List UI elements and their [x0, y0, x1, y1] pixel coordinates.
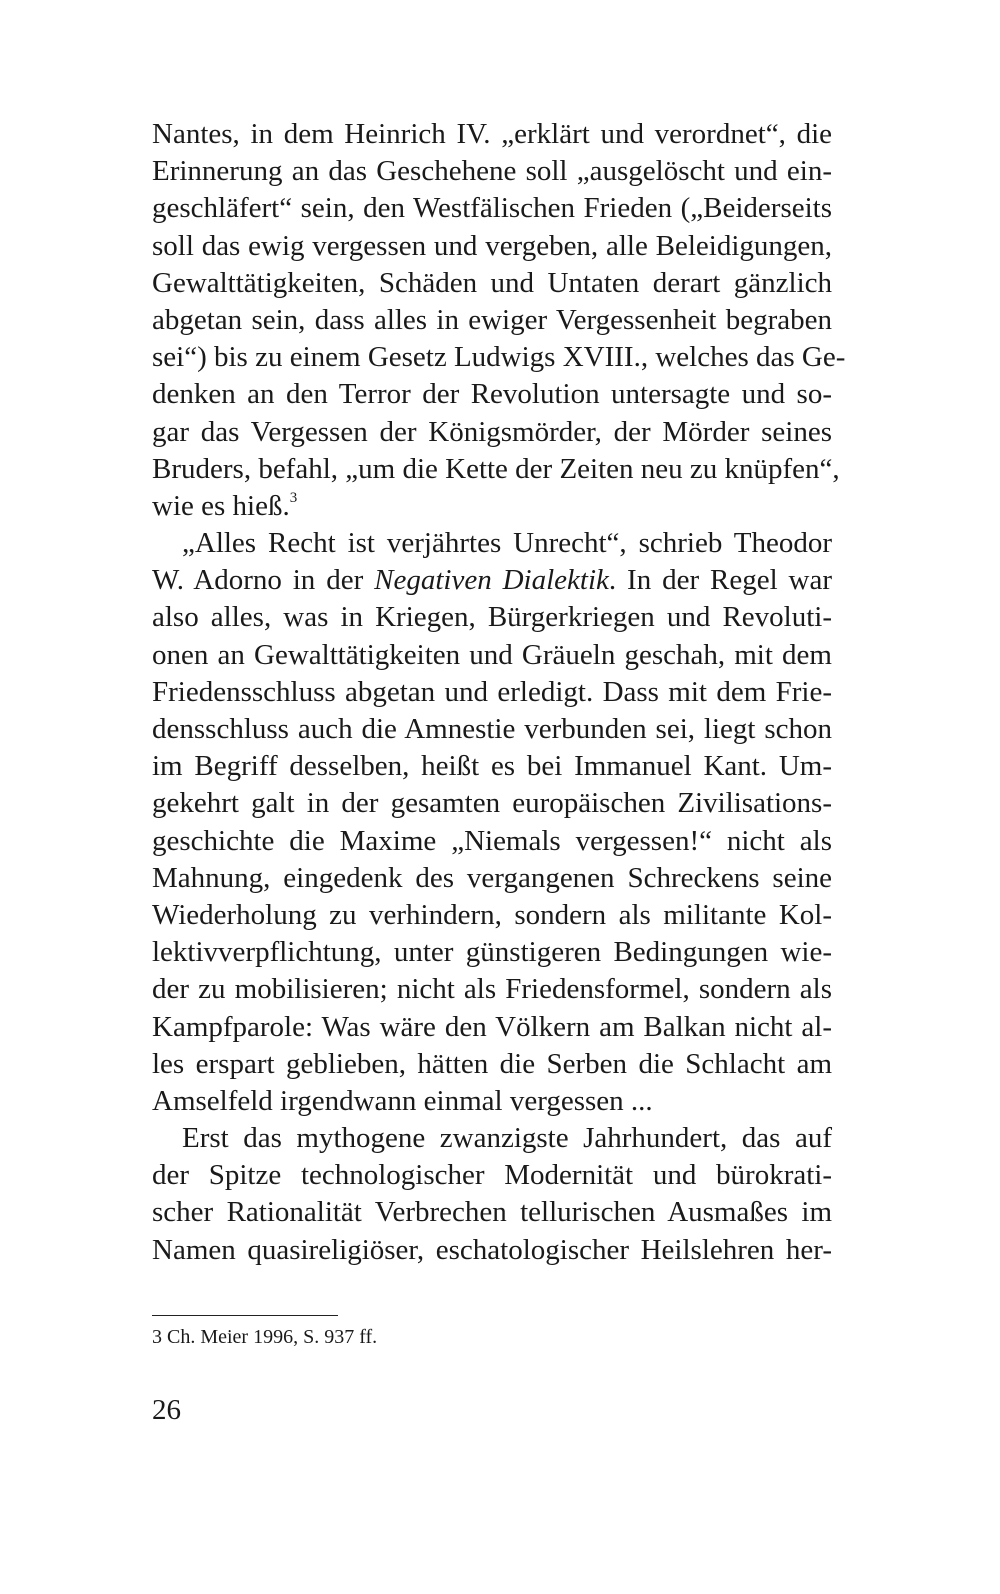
text-segment: der zu mobilisieren; nicht als Friedensformel, sondern als — [152, 973, 832, 1006]
text-line — [152, 525, 832, 562]
text-line — [152, 1083, 832, 1120]
text-segment: onen an Gewalttätigkeiten und Gräueln geschah, mit dem — [152, 638, 832, 671]
text-line — [152, 1232, 832, 1269]
text-segment: Erinnerung an das Geschehene soll „ausgelöscht und ein- — [152, 155, 832, 188]
text-segment: gar das Vergessen der Königsmörder, der Mörder seines — [152, 415, 832, 448]
text-segment: Friedensschluss abgetan und erledigt. Dass mit dem Frie- — [152, 675, 832, 708]
text-segment: densschluss auch die Amnestie verbunden sei, liegt schon — [152, 713, 832, 745]
text-line — [152, 1009, 832, 1046]
text-line — [152, 934, 832, 971]
text-segment: gekehrt galt in der gesamten europäischen Zivilisations- — [152, 787, 832, 820]
text-segment: Amselfeld irgendwann einmal vergessen ... — [152, 1084, 653, 1117]
text-line — [152, 1194, 832, 1231]
text-segment: wie es hieß. — [152, 489, 290, 522]
text-segment: Gewalttätigkeiten, Schäden und Untaten derart gänzlich — [152, 266, 832, 299]
text-segment: denken an den Terror der Revolution untersagte und so- — [152, 378, 832, 411]
footnote-reference[interactable]: 3 — [289, 489, 298, 506]
text-line — [152, 897, 832, 934]
page-number: 26 — [152, 1394, 181, 1426]
text-segment: Mahnung, eingedenk des vergangenen Schreckens seine — [152, 861, 832, 894]
text-segment: lektivverpflichtung, unter günstigeren Bedingungen wie- — [152, 936, 832, 969]
text-line — [152, 1157, 832, 1194]
text-line — [152, 599, 832, 636]
footnote-divider — [152, 1315, 338, 1316]
text-line — [152, 451, 840, 488]
text-line — [152, 116, 832, 153]
text-segment: soll das ewig vergessen und vergeben, alle Beleidigungen, — [152, 229, 832, 262]
text-segment: Wiederholung zu verhindern, sondern als militante Kol- — [152, 898, 832, 931]
text-segment: „Alles Recht ist verjährtes Unrecht“, schrieb Theodor — [182, 527, 832, 560]
text-segment: im Begriff desselben, heißt es bei Immanuel Kant. Um- — [152, 750, 832, 783]
text-line — [152, 265, 832, 302]
text-segment: geschläfert“ sein, den Westfälischen Frieden („Beiderseits — [152, 192, 832, 225]
text-line — [152, 228, 832, 265]
text-line — [152, 785, 832, 822]
text-line — [152, 748, 832, 785]
text-segment: Namen quasireligiöser, eschatologischer Heilslehren her- — [152, 1233, 832, 1266]
book-title-italic: Negativen Dialektik — [374, 564, 609, 597]
body-text — [152, 116, 846, 1269]
text-segment: Kampfparole: Was wäre den Völkern am Balkan nicht al- — [152, 1010, 832, 1043]
text-segment: Bruders, befahl, „um die Kette der Zeiten neu zu knüpfen“, — [152, 452, 840, 485]
text-segment: scher Rationalität Verbrechen tellurischen Ausmaßes im — [152, 1196, 832, 1229]
text-segment: sei“) bis zu einem Gesetz Ludwigs XVIII., welches das Ge- — [152, 341, 846, 374]
text-line — [152, 1120, 832, 1157]
text-line — [152, 637, 832, 674]
text-segment: W. Adorno in der — [152, 564, 375, 597]
text-line — [152, 711, 832, 748]
text-segment: . In der Regel war — [608, 564, 833, 597]
text-line — [152, 153, 832, 190]
text-line — [152, 971, 832, 1008]
footnote: 3 Ch. Meier 1996, S. 937 ff. — [152, 1326, 378, 1348]
text-line — [152, 339, 846, 376]
text-line — [152, 1046, 832, 1083]
text-segment: also alles, was in Kriegen, Bürgerkriegen und Revoluti- — [152, 601, 832, 634]
text-segment: der Spitze technologischer Modernität und bürokrati- — [152, 1159, 832, 1192]
text-segment: Nantes, in dem Heinrich IV. „erklärt und verordnet“, die — [152, 118, 832, 150]
text-line — [152, 488, 832, 525]
text-segment: abgetan sein, dass alles in ewiger Vergessenheit begraben — [152, 303, 832, 336]
text-line — [152, 376, 832, 413]
text-line — [152, 860, 832, 897]
text-line — [152, 823, 832, 860]
text-line — [152, 674, 832, 711]
text-segment: geschichte die Maxime „Niemals vergessen!“ nicht als — [152, 824, 832, 857]
text-line — [152, 190, 832, 227]
text-segment: les erspart geblieben, hätten die Serben die Schlacht am — [152, 1047, 832, 1080]
text-line — [152, 302, 832, 339]
text-line — [152, 414, 832, 451]
text-line — [152, 562, 832, 599]
text-segment: Erst das mythogene zwanzigste Jahrhundert, das auf — [182, 1122, 832, 1155]
